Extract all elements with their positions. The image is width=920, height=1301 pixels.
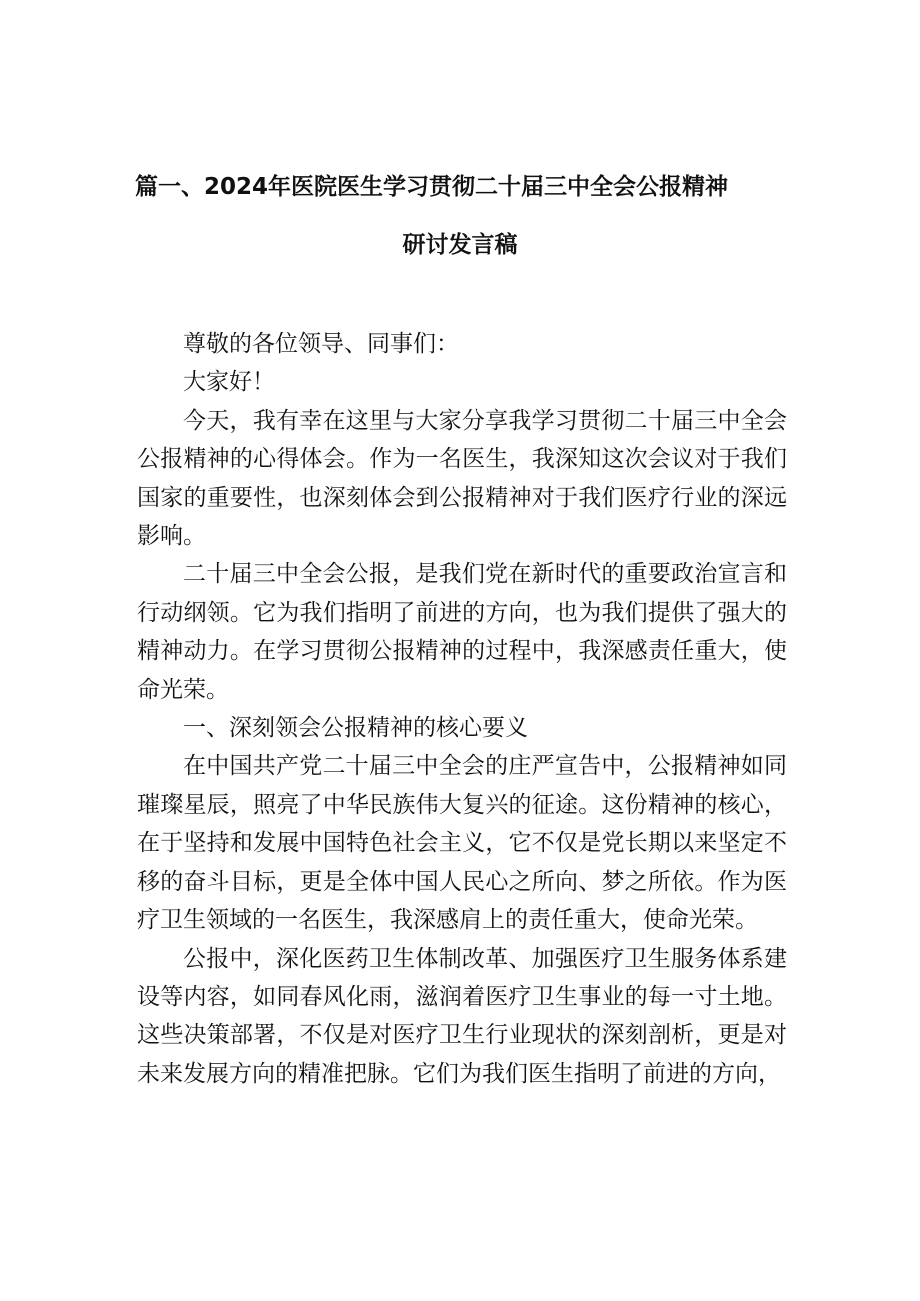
paragraph-3: 在中国共产党二十届三中全会的庄严宣告中，公报精神如同璀璨星辰，照亮了中华民族伟大复兴的征途。这份精神的核心，在于坚持和发展中国特色社会主义，它不仅是党长期以来坚定不移的奋斗目标，更是全体中国人民心之所向、梦之所依。作为医疗卫生领域的一名医生，我深感肩上的责任重大，使命光荣。 (137, 753, 787, 934)
hello: 大家好！ (183, 369, 275, 396)
document-subtitle: 研讨发言稿 (402, 232, 518, 258)
paragraph-4: 公报中，深化医药卫生体制改革、加强医疗卫生服务体系建设等内容，如同春风化雨，滋润着医疗卫生事业的每一寸土地。这些决策部署，不仅是对医疗卫生行业现状的深刻剖析，更是对未来发展方向的精准把脉。它们为我们医生指明了前进的方向， (137, 945, 787, 1087)
paragraph-1: 今天，我有幸在这里与大家分享我学习贯彻二十届三中全会公报精神的心得体会。作为一名医生，我深知这次会议对于我们国家的重要性，也深刻体会到公报精神对于我们医疗行业的深远影响。 (137, 407, 787, 550)
section-heading-1: 一、深刻领会公报精神的核心要义 (183, 715, 528, 742)
document-body (137, 325, 787, 1093)
greeting: 尊敬的各位领导、同事们： (183, 331, 459, 357)
document-title: 篇一、2024年医院医生学习贯彻二十届三中全会公报精神 (135, 174, 729, 200)
paragraph-2: 二十届三中全会公报，是我们党在新时代的重要政治宣言和行动纲领。它为我们指明了前进的方向，也为我们提供了强大的精神动力。在学习贯彻公报精神的过程中，我深感责任重大，使命光荣。 (137, 561, 787, 703)
